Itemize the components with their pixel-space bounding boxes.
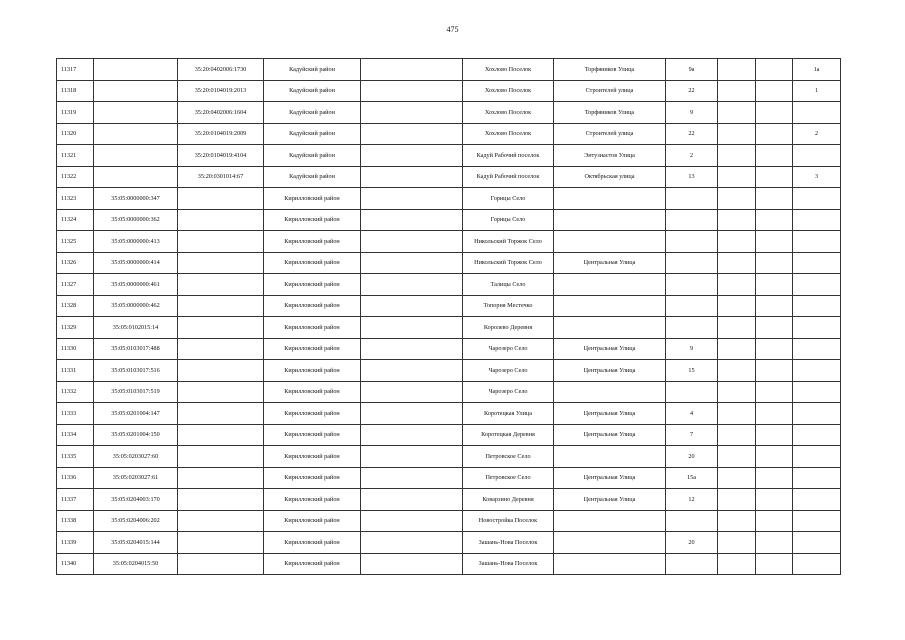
structure-cell [756,145,793,167]
table-row [57,510,841,532]
building-cell [718,166,756,188]
extra-cell [361,166,463,188]
district-cell: Кирилловский район [264,274,361,296]
house-number-cell: 13 [666,166,718,188]
row-number-cell: 11340 [57,553,94,575]
locality-cell: Хохлово Поселок [463,102,554,124]
district-cell: Кирилловский район [264,467,361,489]
cadastral-number-alt-cell [178,424,264,446]
extra-cell [361,102,463,124]
house-number-cell [666,295,718,317]
cadastral-number-alt-cell [178,252,264,274]
extra-cell [361,360,463,382]
house-number-cell [666,231,718,253]
building-cell [718,295,756,317]
cadastral-number-alt-cell [178,209,264,231]
row-number-cell: 11317 [57,59,94,81]
district-cell: Кадуйский район [264,123,361,145]
building-cell [718,338,756,360]
locality-cell: Кадуй Рабочий поселок [463,166,554,188]
cadastral-number-cell: 35:05:0103017:488 [94,338,178,360]
street-cell [554,553,666,575]
row-number-cell: 11331 [57,360,94,382]
cadastral-number-cell: 35:05:0000000:414 [94,252,178,274]
house-number-cell: 2 [666,145,718,167]
district-cell: Кирилловский район [264,424,361,446]
locality-cell: Никольский Торжок Село [463,252,554,274]
street-cell: Энтузиастов Улица [554,145,666,167]
house-number-cell [666,553,718,575]
registry-table [56,58,841,575]
extra-cell [361,209,463,231]
house-number-cell [666,317,718,339]
district-cell: Кирилловский район [264,295,361,317]
locality-cell: Топорня Местечко [463,295,554,317]
cadastral-number-cell: 35:05:0103017:516 [94,360,178,382]
cadastral-number-alt-cell [178,338,264,360]
table-body [57,59,841,575]
street-cell: Торфяников Улица [554,102,666,124]
table-row [57,252,841,274]
building-cell [718,145,756,167]
table-row [57,188,841,210]
district-cell: Кирилловский район [264,553,361,575]
street-cell: Центральная Улица [554,338,666,360]
district-cell: Кирилловский район [264,489,361,511]
table-row [57,295,841,317]
cadastral-number-alt-cell [178,295,264,317]
row-number-cell: 11319 [57,102,94,124]
building-cell [718,188,756,210]
apartment-cell [793,252,841,274]
cadastral-number-cell: 35:05:0201004:150 [94,424,178,446]
table-row [57,467,841,489]
locality-cell: Чарозеро Село [463,381,554,403]
district-cell: Кирилловский район [264,510,361,532]
extra-cell [361,467,463,489]
table-row [57,59,841,81]
extra-cell [361,532,463,554]
structure-cell [756,59,793,81]
cadastral-number-cell [94,166,178,188]
apartment-cell [793,510,841,532]
structure-cell [756,274,793,296]
table-row [57,338,841,360]
structure-cell [756,252,793,274]
table-row [57,166,841,188]
cadastral-number-cell: 35:05:0000000:362 [94,209,178,231]
locality-cell: Горицы Село [463,209,554,231]
extra-cell [361,403,463,425]
cadastral-number-cell: 35:05:0201004:147 [94,403,178,425]
building-cell [718,510,756,532]
street-cell: Центральная Улица [554,360,666,382]
structure-cell [756,446,793,468]
house-number-cell: 22 [666,123,718,145]
structure-cell [756,467,793,489]
row-number-cell: 11324 [57,209,94,231]
cadastral-number-cell: 35:05:0203027:61 [94,467,178,489]
locality-cell: Петровское Село [463,446,554,468]
extra-cell [361,188,463,210]
table-row [57,317,841,339]
structure-cell [756,188,793,210]
building-cell [718,252,756,274]
locality-cell: Хохлово Поселок [463,80,554,102]
cadastral-number-alt-cell [178,188,264,210]
street-cell: Октябрьская улица [554,166,666,188]
row-number-cell: 11334 [57,424,94,446]
house-number-cell: 9а [666,59,718,81]
extra-cell [361,59,463,81]
house-number-cell: 15 [666,360,718,382]
locality-cell: Зашань-Нова Поселок [463,532,554,554]
table-row [57,553,841,575]
street-cell [554,209,666,231]
apartment-cell [793,209,841,231]
district-cell: Кирилловский район [264,360,361,382]
building-cell [718,59,756,81]
locality-cell: Хохлово Поселок [463,123,554,145]
structure-cell [756,381,793,403]
cadastral-number-alt-cell [178,360,264,382]
locality-cell: Горицы Село [463,188,554,210]
cadastral-number-alt-cell [178,510,264,532]
building-cell [718,489,756,511]
apartment-cell [793,553,841,575]
cadastral-number-cell: 35:05:0000000:347 [94,188,178,210]
row-number-cell: 11337 [57,489,94,511]
district-cell: Кирилловский район [264,188,361,210]
row-number-cell: 11333 [57,403,94,425]
structure-cell [756,102,793,124]
apartment-cell: 3 [793,166,841,188]
structure-cell [756,532,793,554]
table-row [57,381,841,403]
cadastral-number-cell: 35:05:0204015:144 [94,532,178,554]
cadastral-number-cell: 35:05:0203027:60 [94,446,178,468]
building-cell [718,467,756,489]
locality-cell: Королево Деревня [463,317,554,339]
street-cell [554,231,666,253]
row-number-cell: 11318 [57,80,94,102]
locality-cell: Петровское Село [463,467,554,489]
extra-cell [361,489,463,511]
house-number-cell: 9 [666,102,718,124]
row-number-cell: 11323 [57,188,94,210]
apartment-cell [793,446,841,468]
table-row [57,424,841,446]
building-cell [718,360,756,382]
house-number-cell [666,274,718,296]
locality-cell: Коротецкая Улица [463,403,554,425]
apartment-cell [793,295,841,317]
cadastral-number-alt-cell [178,553,264,575]
extra-cell [361,553,463,575]
structure-cell [756,360,793,382]
apartment-cell [793,360,841,382]
structure-cell [756,424,793,446]
structure-cell [756,489,793,511]
apartment-cell [793,145,841,167]
building-cell [718,209,756,231]
street-cell [554,295,666,317]
house-number-cell: 20 [666,446,718,468]
structure-cell [756,295,793,317]
street-cell: Центральная Улица [554,403,666,425]
locality-cell: Чарозеро Село [463,360,554,382]
extra-cell [361,295,463,317]
extra-cell [361,446,463,468]
building-cell [718,403,756,425]
apartment-cell [793,467,841,489]
extra-cell [361,381,463,403]
structure-cell [756,338,793,360]
cadastral-number-alt-cell [178,446,264,468]
table-row [57,274,841,296]
cadastral-number-alt-cell [178,489,264,511]
cadastral-number-cell: 35:05:0102015:14 [94,317,178,339]
house-number-cell: 12 [666,489,718,511]
structure-cell [756,209,793,231]
house-number-cell: 9 [666,338,718,360]
cadastral-number-alt-cell: 35:20:0402006:1730 [178,59,264,81]
building-cell [718,317,756,339]
building-cell [718,80,756,102]
cadastral-number-alt-cell [178,274,264,296]
district-cell: Кирилловский район [264,209,361,231]
cadastral-number-alt-cell [178,532,264,554]
row-number-cell: 11336 [57,467,94,489]
building-cell [718,123,756,145]
apartment-cell: 1а [793,59,841,81]
cadastral-number-cell: 35:05:0204003:170 [94,489,178,511]
house-number-cell [666,188,718,210]
row-number-cell: 11330 [57,338,94,360]
structure-cell [756,166,793,188]
street-cell: Центральная Улица [554,252,666,274]
cadastral-number-cell [94,123,178,145]
street-cell [554,188,666,210]
street-cell: Строителей улица [554,80,666,102]
cadastral-number-cell: 35:05:0103017:519 [94,381,178,403]
street-cell [554,532,666,554]
street-cell: Строителей улица [554,123,666,145]
locality-cell: Никольский Торжок Село [463,231,554,253]
street-cell [554,274,666,296]
locality-cell: Новостройка Поселок [463,510,554,532]
apartment-cell [793,102,841,124]
structure-cell [756,553,793,575]
structure-cell [756,403,793,425]
extra-cell [361,123,463,145]
apartment-cell [793,403,841,425]
row-number-cell: 11332 [57,381,94,403]
building-cell [718,532,756,554]
apartment-cell [793,381,841,403]
street-cell: Центральная Улица [554,424,666,446]
apartment-cell [793,188,841,210]
house-number-cell: 7 [666,424,718,446]
street-cell [554,446,666,468]
district-cell: Кирилловский район [264,381,361,403]
table-row [57,532,841,554]
apartment-cell [793,424,841,446]
house-number-cell: 22 [666,80,718,102]
building-cell [718,274,756,296]
apartment-cell [793,231,841,253]
building-cell [718,231,756,253]
street-cell [554,317,666,339]
locality-cell: Коварзино Деревня [463,489,554,511]
house-number-cell [666,381,718,403]
cadastral-number-cell: 35:05:0000000:461 [94,274,178,296]
structure-cell [756,510,793,532]
locality-cell: Хохлово Поселок [463,59,554,81]
table-row [57,209,841,231]
apartment-cell [793,274,841,296]
row-number-cell: 11327 [57,274,94,296]
building-cell [718,553,756,575]
district-cell: Кирилловский район [264,446,361,468]
cadastral-number-alt-cell [178,231,264,253]
cadastral-number-cell: 35:05:0000000:462 [94,295,178,317]
apartment-cell [793,489,841,511]
extra-cell [361,231,463,253]
locality-cell: Зашань-Нова Поселок [463,553,554,575]
district-cell: Кадуйский район [264,145,361,167]
cadastral-number-alt-cell: 35:20:0301014:67 [178,166,264,188]
extra-cell [361,252,463,274]
house-number-cell: 15а [666,467,718,489]
cadastral-number-alt-cell [178,317,264,339]
table-row [57,102,841,124]
street-cell: Центральная Улица [554,489,666,511]
district-cell: Кадуйский район [264,59,361,81]
district-cell: Кадуйский район [264,102,361,124]
district-cell: Кирилловский район [264,231,361,253]
apartment-cell [793,532,841,554]
district-cell: Кадуйский район [264,166,361,188]
locality-cell: Чарозеро Село [463,338,554,360]
locality-cell: Кадуй Рабочий поселок [463,145,554,167]
building-cell [718,102,756,124]
structure-cell [756,317,793,339]
building-cell [718,446,756,468]
cadastral-number-cell: 35:05:0204006:202 [94,510,178,532]
table-row [57,360,841,382]
cadastral-number-cell [94,80,178,102]
extra-cell [361,424,463,446]
row-number-cell: 11325 [57,231,94,253]
apartment-cell: 1 [793,80,841,102]
cadastral-number-alt-cell [178,403,264,425]
row-number-cell: 11326 [57,252,94,274]
street-cell: Торфяников Улица [554,59,666,81]
extra-cell [361,274,463,296]
district-cell: Кадуйский район [264,80,361,102]
street-cell: Центральная Улица [554,467,666,489]
cadastral-number-cell [94,145,178,167]
cadastral-number-alt-cell: 35:20:0104019:2013 [178,80,264,102]
table-row [57,123,841,145]
apartment-cell: 2 [793,123,841,145]
table-row [57,446,841,468]
cadastral-number-cell [94,59,178,81]
extra-cell [361,317,463,339]
apartment-cell [793,338,841,360]
district-cell: Кирилловский район [264,317,361,339]
house-number-cell [666,252,718,274]
cadastral-number-alt-cell [178,381,264,403]
district-cell: Кирилловский район [264,403,361,425]
table-row [57,145,841,167]
district-cell: Кирилловский район [264,252,361,274]
district-cell: Кирилловский район [264,338,361,360]
house-number-cell: 20 [666,532,718,554]
cadastral-number-alt-cell: 35:20:0104019:2009 [178,123,264,145]
extra-cell [361,338,463,360]
house-number-cell [666,209,718,231]
row-number-cell: 11322 [57,166,94,188]
row-number-cell: 11335 [57,446,94,468]
extra-cell [361,510,463,532]
structure-cell [756,80,793,102]
cadastral-number-cell: 35:05:0000000:413 [94,231,178,253]
structure-cell [756,231,793,253]
row-number-cell: 11328 [57,295,94,317]
cadastral-number-alt-cell: 35:20:0104019:4104 [178,145,264,167]
cadastral-number-cell [94,102,178,124]
row-number-cell: 11339 [57,532,94,554]
house-number-cell: 4 [666,403,718,425]
house-number-cell [666,510,718,532]
extra-cell [361,145,463,167]
row-number-cell: 11329 [57,317,94,339]
locality-cell: Коротецкая Деревня [463,424,554,446]
cadastral-number-cell: 35:05:0204015:50 [94,553,178,575]
district-cell: Кирилловский район [264,532,361,554]
row-number-cell: 11320 [57,123,94,145]
street-cell [554,381,666,403]
building-cell [718,424,756,446]
building-cell [718,381,756,403]
table-row [57,403,841,425]
page-number: 475 [446,25,459,34]
apartment-cell [793,317,841,339]
cadastral-number-alt-cell [178,467,264,489]
locality-cell: Талицы Село [463,274,554,296]
cadastral-number-alt-cell: 35:20:0402006:1604 [178,102,264,124]
row-number-cell: 11338 [57,510,94,532]
table-row [57,80,841,102]
structure-cell [756,123,793,145]
row-number-cell: 11321 [57,145,94,167]
table-row [57,489,841,511]
table-row [57,231,841,253]
extra-cell [361,80,463,102]
street-cell [554,510,666,532]
